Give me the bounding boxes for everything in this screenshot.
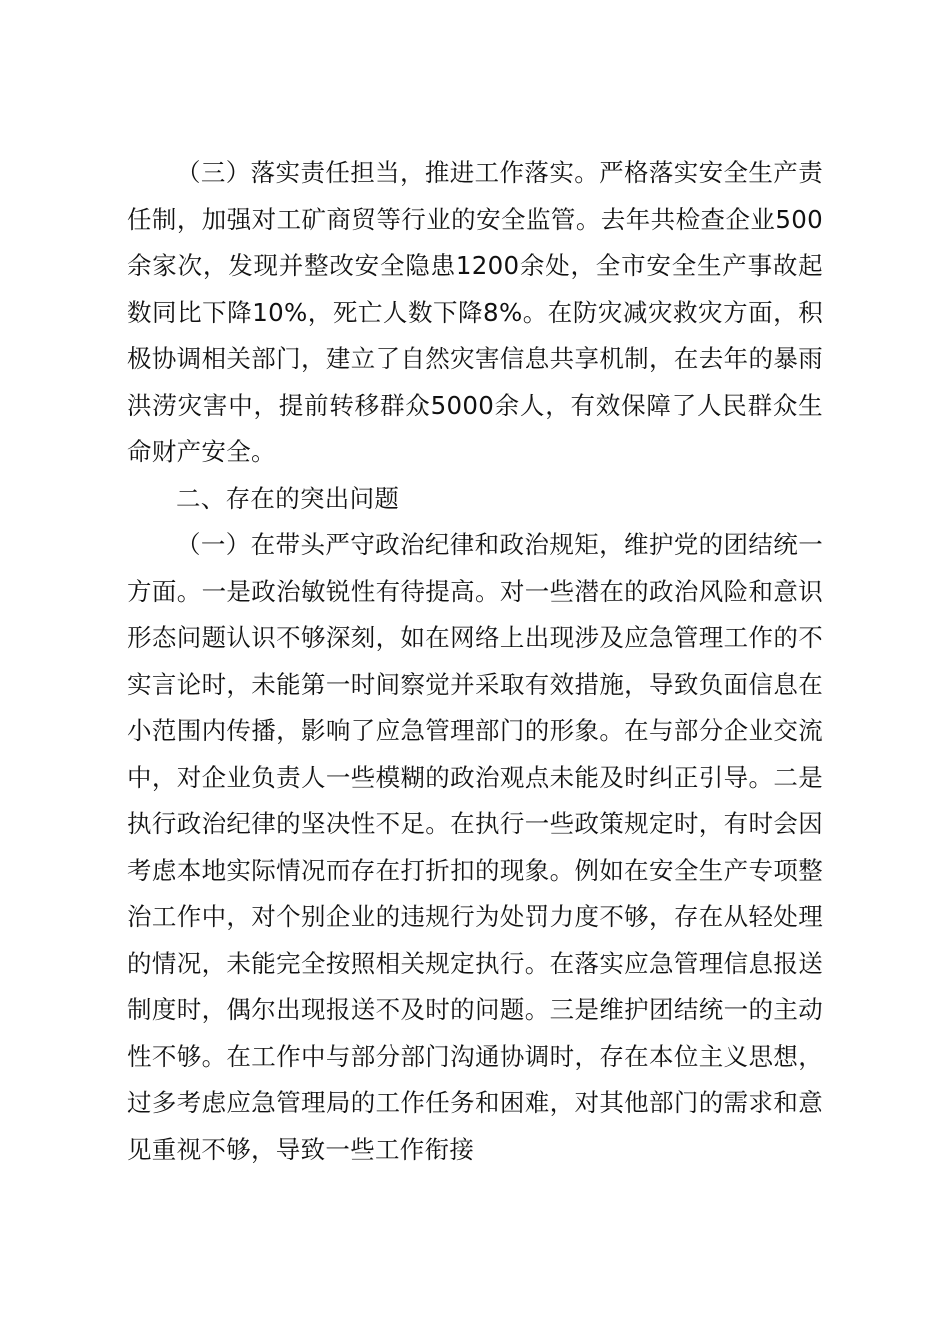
section-heading-problems: 二、存在的突出问题	[176, 483, 400, 513]
paragraph-political-discipline: （一）在带头严守政治纪律和政治规矩，维护党的团结统一方面。一是政治敏锐性有待提高。对一些潜在的政治风险和意识形态问题认识不够深刻，如在网络上出现涉及应急管理工作的不实言论时，未能第一时间察觉并采取有效措施，导致负面信息在小范围内传播，影响了应急管理部门的形象。在与部分企业交流中，对企业负责人一些模糊的政治观点未能及时纠正引导。二是执行政治纪律的坚决性不足。在执行一些政策规定时，有时会因考虑本地实际情况而存在打折扣的现象。例如在安全生产专项整治工作中，对个别企业的违规行为处罚力度不够，存在从轻处理的情况，未能完全按照相关规定执行。在落实应急管理信息报送制度时，偶尔出现报送不及时的问题。三是维护团结统一的主动性不够。在工作中与部分部门沟通协调时，存在本位主义思想，过多考虑应急管理局的工作任务和困难，对其他部门的需求和意见重视不够，导致一些工作衔接	[127, 530, 823, 1164]
paragraph-responsibility: （三）落实责任担当，推进工作落实。严格落实安全生产责任制，加强对工矿商贸等行业的安全监管。去年共检查企业500余家次，发现并整改安全隐患1200余处，全市安全生产事故起数同比下降10%，死亡人数下降8%。在防灾减灾救灾方面，积极协调相关部门，建立了自然灾害信息共享机制，在去年的暴雨洪涝灾害中，提前转移群众5000余人，有效保障了人民群众生命财产安全。	[127, 158, 823, 466]
document-body	[127, 150, 823, 1173]
